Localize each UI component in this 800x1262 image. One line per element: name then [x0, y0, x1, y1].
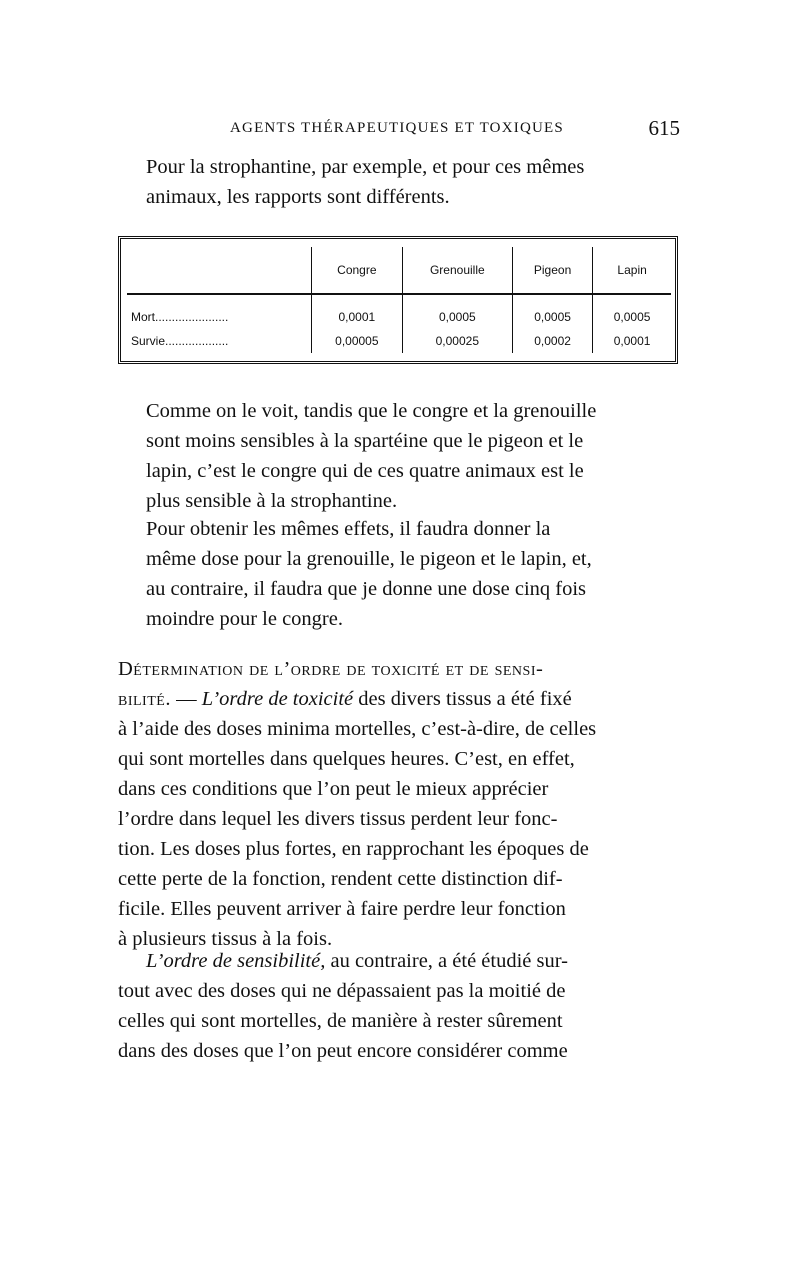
table-cell: 0,00025 [402, 329, 512, 353]
text-line: à plusieurs tissus à la fois. [118, 928, 333, 950]
paragraph [146, 396, 678, 516]
table-header-cell [127, 247, 312, 294]
text-line: cette perte de la fonction, rendent cette distinction dif- [118, 868, 563, 890]
italic-term: L’ordre de toxicité [201, 688, 354, 710]
text-line: l’ordre dans lequel les divers tissus perdent leur fonc- [118, 808, 558, 830]
running-header [230, 116, 680, 146]
text-line: moindre pour le congre. [146, 608, 343, 630]
text-line: animaux, les rapports sont différents. [146, 186, 450, 208]
text-line: Comme on le voit, tandis que le congre et la grenouille [146, 400, 597, 422]
paragraph [118, 946, 678, 1066]
row-label: Mort...................... [131, 310, 229, 324]
text-run: des divers tissus a été fixé [353, 688, 572, 710]
table-cell: 0,0005 [593, 294, 671, 329]
text-line: tion. Les doses plus fortes, en rapprochant les époques de [118, 838, 589, 860]
text-line: tout avec des doses qui ne dépassaient pas la moitié de [118, 980, 566, 1002]
text-line: au contraire, il faudra que je donne une dose cinq fois [146, 578, 587, 600]
paragraph [146, 514, 678, 634]
table-cell: 0,0005 [512, 294, 592, 329]
text-run: au contraire, a été étudié sur- [325, 950, 568, 972]
table-header-row [127, 247, 671, 294]
table-header-cell: Grenouille [402, 247, 512, 294]
text-line: même dose pour la grenouille, le pigeon et le lapin, et, [146, 548, 592, 570]
intro-paragraph [146, 152, 678, 212]
text-line: dans ces conditions que l’on peut le mieux apprécier [118, 778, 549, 800]
table-cell: 0,0005 [402, 294, 512, 329]
page-number: 615 [648, 116, 680, 140]
text-line: à l’aide des doses minima mortelles, c’est-à-dire, de celles [118, 718, 597, 740]
section-paragraph [118, 654, 678, 954]
section-heading: Détermination de l’ordre de toxicité et de sensi- [118, 658, 544, 680]
table-header-cell: Congre [312, 247, 403, 294]
table-cell: 0,0001 [312, 294, 403, 329]
text-line: qui sont mortelles dans quelques heures. C’est, en effet, [118, 748, 575, 770]
table-cell: 0,0001 [593, 329, 671, 353]
toxicity-table [127, 247, 671, 353]
table-row [127, 294, 671, 329]
running-title: AGENTS THÉRAPEUTIQUES ET TOXIQUES [230, 120, 564, 136]
table-row [127, 329, 671, 353]
text-line: celles qui sont mortelles, de manière à rester sûrement [118, 1010, 563, 1032]
text-line: plus sensible à la strophantine. [146, 490, 398, 512]
em-dash: — [170, 688, 202, 710]
table-cell: 0,0002 [512, 329, 592, 353]
text-line: sont moins sensibles à la spartéine que le pigeon et le [146, 430, 584, 452]
text-line: dans des doses que l’on peut encore considérer comme [118, 1040, 568, 1062]
italic-term: L’ordre de sensibilité, [146, 950, 326, 972]
table-header-cell: Pigeon [512, 247, 592, 294]
row-label: Survie................... [131, 334, 229, 348]
text-line: ficile. Elles peuvent arriver à faire perdre leur fonction [118, 898, 566, 920]
text-line: Pour la strophantine, par exemple, et pour ces mêmes [146, 156, 585, 178]
table-cell: 0,00005 [312, 329, 403, 353]
table-header-cell: Lapin [593, 247, 671, 294]
toxicity-table-frame [118, 236, 678, 364]
text-line: lapin, c’est le congre qui de ces quatre animaux est le [146, 460, 584, 482]
text-line: Pour obtenir les mêmes effets, il faudra donner la [146, 518, 551, 540]
section-heading-end: bilité. [118, 688, 171, 710]
